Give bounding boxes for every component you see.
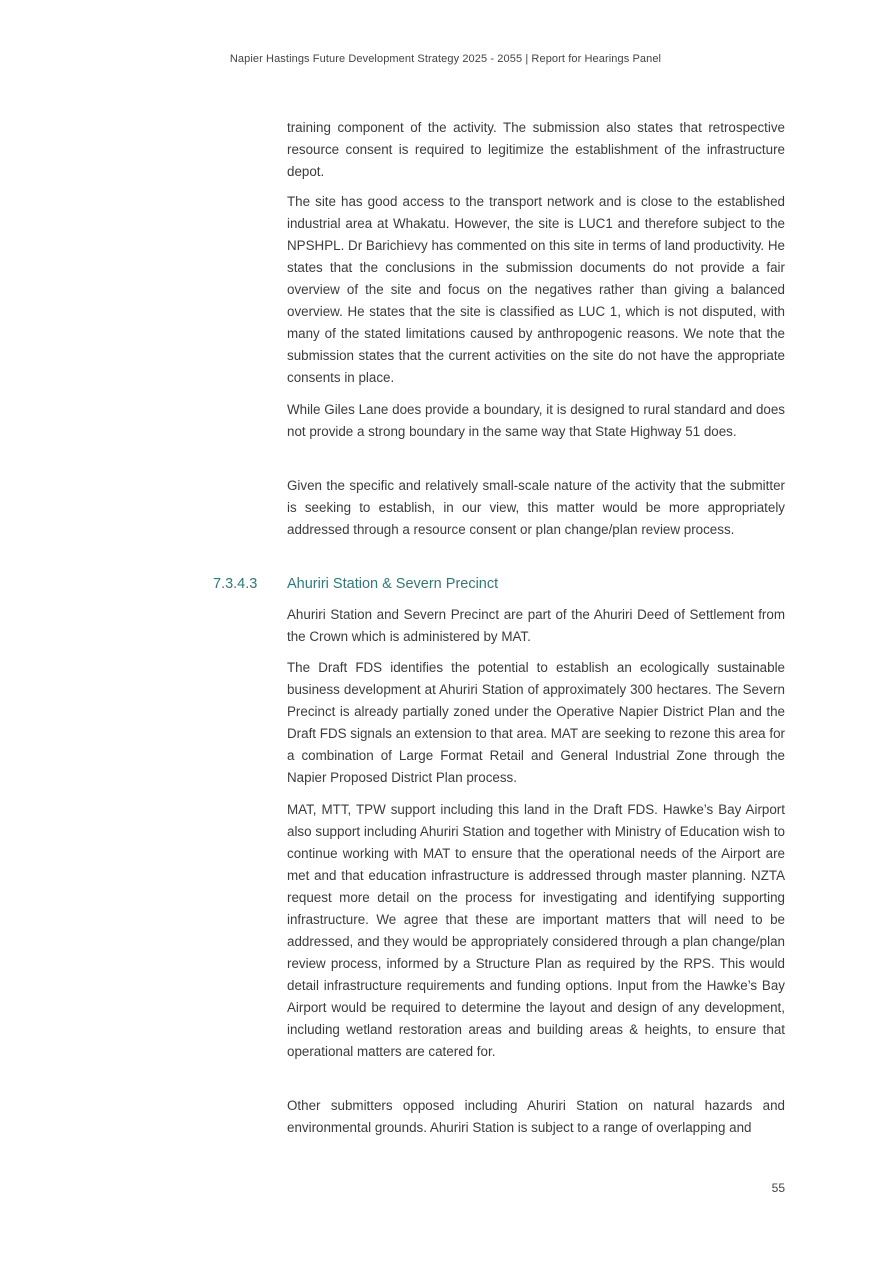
page-number: 55 — [771, 1181, 785, 1195]
body-paragraph: While Giles Lane does provide a boundary, it is designed to rural standard and does not provide a strong boundary in the same way that State Highway 51 does. — [287, 402, 785, 439]
section-paragraph: The Draft FDS identifies the potential to establish an ecologically sustainable business development at Ahuriri Station of approximately 300 hectares. The Severn Precinct is already partially zoned under the Operative Napier District Plan and the Draft FDS signals an extension to that area. MAT are seeking to rezone this area for a combination of Large Format Retail and General Industrial Zone through the Napier Proposed District Plan process. — [287, 660, 785, 785]
section-number: 7.3.4.3 — [213, 576, 258, 592]
section-paragraph: Other submitters opposed including Ahuriri Station on natural hazards and environmental grounds. Ahuriri Station is subject to a range of overlapping and — [287, 1098, 785, 1135]
section-paragraph: MAT, MTT, TPW support including this land in the Draft FDS. Hawke’s Bay Airport also support including Ahuriri Station and together with Ministry of Education wish to continue working with MAT to ensure that the operational needs of the Airport are met and that education infrastructure is addressed through master planning. NZTA request more detail on the process for investigating and identifying supporting infrastructure. We agree that these are important matters that will need to be addressed, and they would be appropriately considered through a plan change/plan review process, informed by a Structure Plan as required by the RPS. This would detail infrastructure requirements and funding options. Input from the Hawke’s Bay Airport would be required to determine the layout and design of any development, including wetland restoration areas and building areas & heights, to ensure that operational matters are catered for. — [287, 802, 785, 1059]
section-paragraph: Ahuriri Station and Severn Precinct are part of the Ahuriri Deed of Settlement from the Crown which is administered by MAT. — [287, 607, 785, 644]
page-header: Napier Hastings Future Development Strategy 2025 - 2055 | Report for Hearings Panel — [229, 53, 662, 65]
body-paragraph: training component of the activity. The submission also states that retrospective resource consent is required to legitimize the establishment of the infrastructure depot. — [287, 120, 785, 179]
section-title: Ahuriri Station & Severn Precinct — [287, 576, 499, 592]
body-paragraph: Given the specific and relatively small-scale nature of the activity that the submitter is seeking to establish, in our view, this matter would be more appropriately addressed through a resource consent or plan change/plan review process. — [287, 478, 785, 537]
section-heading — [213, 573, 793, 595]
body-paragraph: The site has good access to the transport network and is close to the established industrial area at Whakatu. However, the site is LUC1 and therefore subject to the NPSHPL. Dr Barichievy has commented on this site in terms of land productivity. He states that the conclusions in the submission documents do not provide a fair overview of the site and focus on the negatives rather than giving a balanced overview. He states that the site is classified as LUC 1, which is not disputed, with many of the stated limitations caused by anthropogenic reasons. We note that the submission states that the current activities on the site do not have the appropriate consents in place. — [287, 194, 785, 385]
